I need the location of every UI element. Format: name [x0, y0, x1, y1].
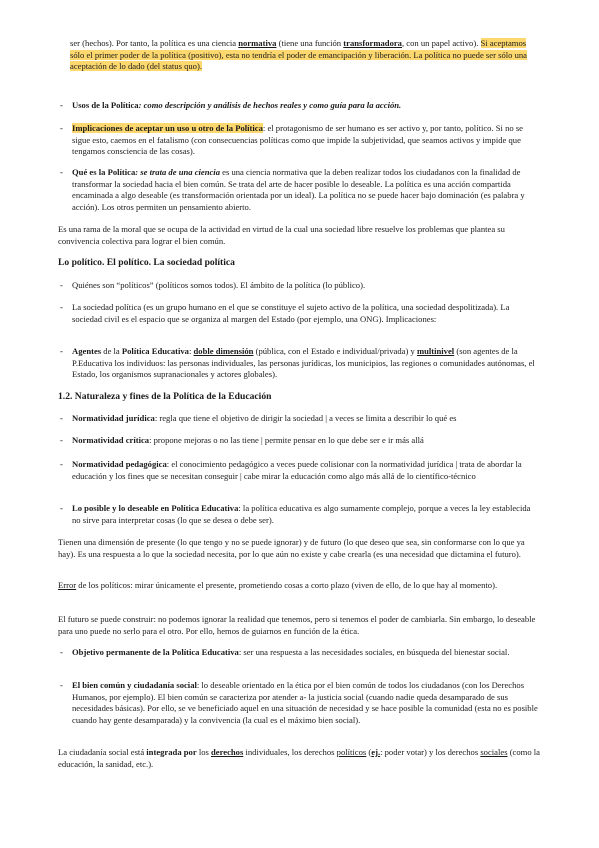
- paragraph-rama-moral: Es una rama de la moral que se ocupa de la actividad en virtud de la cual una sociedad libre resuelve los problemas que plantea su convivencia colectiva para lograr el bien común.: [58, 224, 505, 246]
- bullet-dash: -: [60, 647, 63, 657]
- bullet-normatividad-juridica: - Normatividad jurídica: regla que tiene el objetivo de dirigir la sociedad | a veces se limita a describir lo qué es: [60, 413, 457, 423]
- bullet-que-es-politica: - Qué es la Política: se trata de una ciencia es una ciencia normativa que la deben realizar todos los ciudadanos con la finalidad de transformar la sociedad hacia el bien común. Se trata del arte de hacer posible lo deseable. La política es una acción compartida encaminada a algo deseable (es transformación orientada por un ideal). La política no se puede hacer bajo dominación (es palabra y acción). Los otros permiten un pensamiento abierto.: [60, 167, 525, 212]
- bullet-implicaciones: - Implicaciones de aceptar un uso u otro de la Política: el protagonismo de ser humano es ser activo y, por tanto, político. Si no se sigue esto, caemos en el fatalismo (con consecuencias políticas como que impide la subjetividad, que seamos activos y impide que tengamos consciencia de las cosas).: [60, 123, 523, 157]
- bullet-posible-deseable: - Lo posible y lo deseable en Política Educativa: la política educativa es algo sumamente complejo, porque a veces la ley establecida no sirve para interpretar cosas (lo que se desea o debe ser).: [60, 503, 531, 525]
- bullet-objetivo-permanente: - Objetivo permanente de la Política Educativa: ser una respuesta a las necesidades sociales, en búsqueda del bienestar social.: [60, 647, 510, 657]
- term-normativa: normativa: [238, 38, 277, 48]
- term-derechos: derechos: [211, 747, 244, 757]
- highlighted-heading: Implicaciones de aceptar un uso u otro de la Política: [72, 123, 263, 133]
- term-ej: ej.: [371, 747, 381, 757]
- bullet-dash: -: [60, 346, 63, 356]
- section-heading-lo-politico: Lo político. El político. La sociedad política: [58, 257, 235, 268]
- bullet-dash: -: [60, 302, 63, 312]
- bullet-quienes-son: - Quiénes son “políticos” (políticos somos todos). El ámbito de la política (lo público).: [60, 280, 366, 290]
- paragraph-ciudadania-social: La ciudadanía social está integrada por los derechos individuales, los derechos políticos (ej.: poder votar) y los derechos sociales (como la educación, la sanidad, etc.).: [58, 747, 541, 769]
- bullet-dash: -: [60, 167, 63, 177]
- bullet-normatividad-pedagogica: - Normatividad pedagógica: el conocimiento pedagógico a veces puede colisionar con la normatividad jurídica | trata de abordar la educación y los fines que se necesitan conseguir | cabe mirar la educación como algo más allá de lo científico-técnico: [60, 459, 522, 481]
- term-multinivel: multinivel: [416, 346, 455, 356]
- bullet-dash: -: [60, 280, 63, 290]
- term-transformadora: transformadora: [343, 38, 402, 48]
- bullet-dash: -: [60, 413, 63, 423]
- term-sociales: sociales: [480, 747, 508, 757]
- section-heading-naturaleza: 1.2. Naturaleza y fines de la Política de la Educación: [58, 391, 272, 402]
- highlighted-text: Si aceptamos sólo el primer poder de la política (positivo), esta no tendría el poder de emancipación y liberación. La política no puede ser sólo una aceptación de lo dado (del status quo).: [70, 38, 527, 72]
- bullet-dash: -: [60, 435, 63, 445]
- bullet-dash: -: [60, 459, 63, 469]
- bullet-agentes: - Agentes de la Política Educativa: doble dimensión (pública, con el Estado e individual/privada) y multinivel (son agentes de la P.Educativa los individuos: las personas individuales, las personas jurídicas, los municipios, las regiones o comunidades autónomas, el Estado, los organismos supranacionales y actores globales).: [60, 346, 535, 380]
- bullet-sociedad-politica: - La sociedad política (es un grupo humano en el que se constituye el sujeto activo de la política, una sociedad despolitizada). La sociedad civil es el espacio que se organiza al margen del Estado (por ejemplo, una ONG). Implicaciones:: [60, 302, 510, 324]
- term-politicos: políticos: [336, 747, 367, 757]
- bullet-dash: -: [60, 503, 63, 513]
- paragraph-dimension-presente: Tienen una dimensión de presente (lo que tengo y no se puede ignorar) y de futuro (lo que deseo que sea, sin conformarse con lo que ya hay). Es una respuesta a lo que la sociedad necesita, por lo que aún no existe y cabe crearla (es una necesidad que dictamina el futuro).: [58, 537, 525, 559]
- term-doble-dimension: doble dimensión: [193, 346, 254, 356]
- paragraph-error-politicos: Error de los políticos: mirar únicamente el presente, prometiendo cosas a corto plazo (viven de ello, de lo que hay al momento).: [58, 580, 498, 590]
- bullet-dash: -: [60, 123, 63, 133]
- bullet-bien-comun: - El bien común y ciudadanía social: lo deseable orientado en la ética por el bien común de todos los ciudadanos (con los Derechos Humanos, por ejemplo). El bien común se caracteriza por atender a- la justicia social (cuando nadie queda desamparado de sus necesidades básicas). Por ello, se ve beneficiado aquel en una situación de necesidad y se hace posible la comunidad (esta no es posible cuando hay gente desamparada) y la convivencia (la cual es el máximo bien social).: [60, 680, 538, 725]
- paragraph-continuation: ser (hechos). Por tanto, la política es una ciencia normativa (tiene una función transformadora, con un papel activo). Si aceptamos sólo el primer poder de la política (positivo), esta no tendría el poder de emancipación y liberación. La política no puede ser sólo una aceptación de lo dado (del status quo).: [70, 38, 527, 72]
- term-error: Error: [58, 580, 77, 590]
- paragraph-futuro: El futuro se puede construir: no podemos ignorar la realidad que tenemos, pero si tenemos el poder de cambiarla. Sin embargo, lo deseable para uno puede no serlo para el otro. Por ello, hemos de guiarnos en función de la ética.: [58, 614, 536, 636]
- bullet-dash: -: [60, 680, 63, 690]
- bullet-normatividad-critica: - Normatividad crítica: propone mejoras o no las tiene | permite pensar en lo que debe ser e ir más allá: [60, 435, 424, 445]
- bullet-usos-politica: - Usos de la Política: como descripción y análisis de hechos reales y como guía para la acción.: [60, 100, 402, 110]
- bullet-dash: -: [60, 100, 63, 110]
